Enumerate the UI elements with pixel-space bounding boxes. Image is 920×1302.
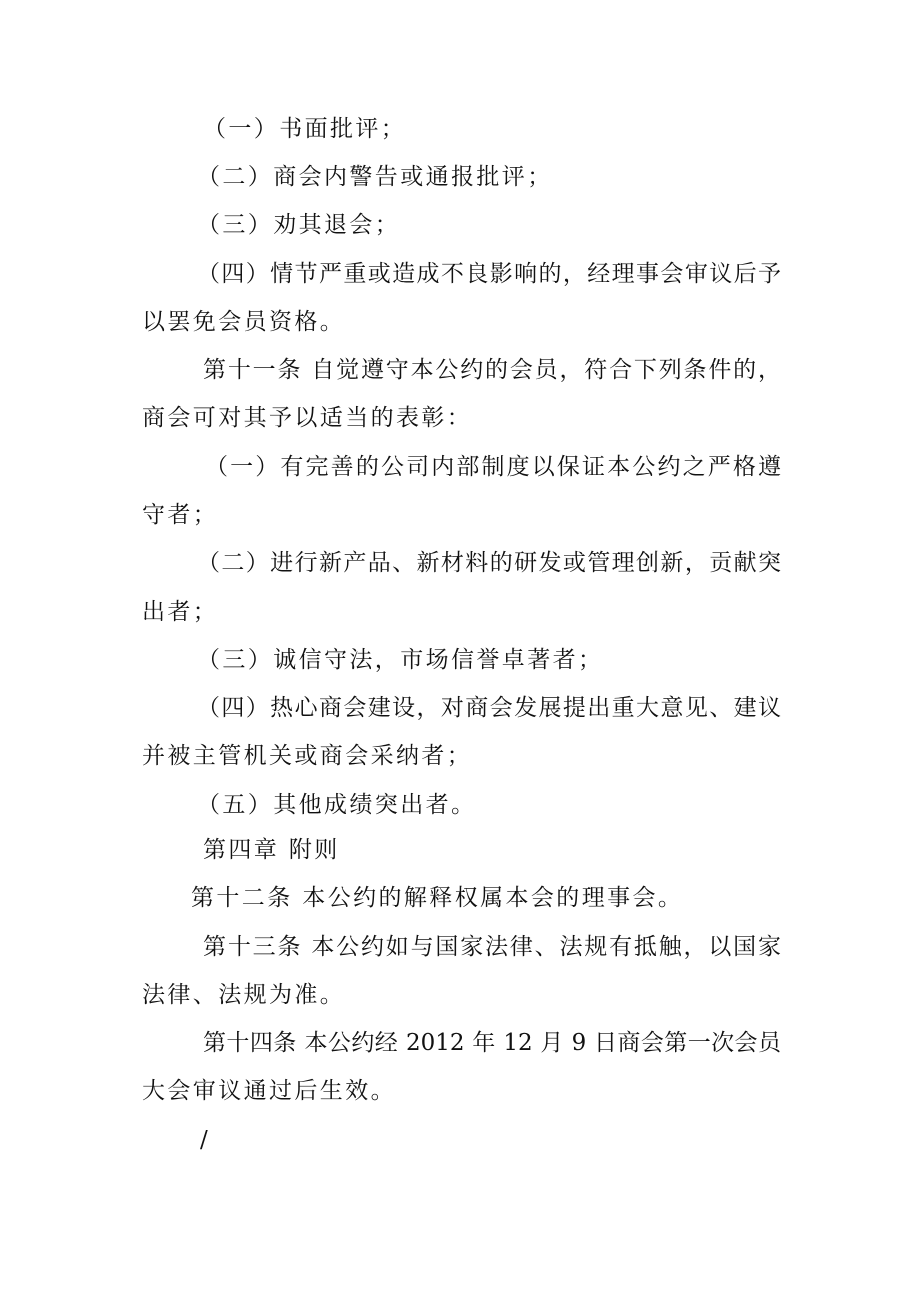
commend-item-5: （五）其他成绩突出者。 xyxy=(197,792,477,818)
article-14-line1: 第十四条 本公约经 2012 年 12 月 9 日商会第一次会员 xyxy=(203,1030,781,1056)
slash-mark: / xyxy=(200,1127,211,1153)
commend-item-2-line2: 出者； xyxy=(142,599,219,625)
list-item-written-criticism: （一）书面批评； xyxy=(203,116,407,142)
chapter-4-heading: 第四章 附则 xyxy=(203,837,340,863)
commend-item-4-line1: （四）热心商会建设，对商会发展提出重大意见、建议 xyxy=(197,695,781,721)
article-11-line1: 第十一条 自觉遵守本公约的会员，符合下列条件的， xyxy=(203,357,781,383)
commend-item-1-line2: 守者； xyxy=(142,502,219,528)
article-12: 第十二条 本公约的解释权属本会的理事会。 xyxy=(191,885,684,911)
commend-item-1-line1: （一）有完善的公司内部制度以保证本公约之严格遵 xyxy=(205,454,781,480)
list-item-persuade-withdraw: （三）劝其退会； xyxy=(197,212,401,238)
commend-item-2-line1: （二）进行新产品、新材料的研发或管理创新，贡献突 xyxy=(197,550,781,576)
commend-item-4-line2: 并被主管机关或商会采纳者； xyxy=(142,743,473,769)
article-13-line2: 法律、法规为准。 xyxy=(142,982,346,1008)
commend-item-3: （三）诚信守法，市场信誉卓著者； xyxy=(197,647,604,673)
list-item-warning: （二）商会内警告或通报批评； xyxy=(197,164,553,190)
article-14-line2: 大会审议通过后生效。 xyxy=(142,1078,396,1104)
list-item-revoke-line1: （四）情节严重或造成不良影响的，经理事会审议后予 xyxy=(197,261,781,287)
article-13-line1: 第十三条 本公约如与国家法律、法规有抵触，以国家 xyxy=(203,934,781,960)
article-11-line2: 商会可对其予以适当的表彰： xyxy=(142,405,473,431)
list-item-revoke-line2: 以罢免会员资格。 xyxy=(142,309,346,335)
